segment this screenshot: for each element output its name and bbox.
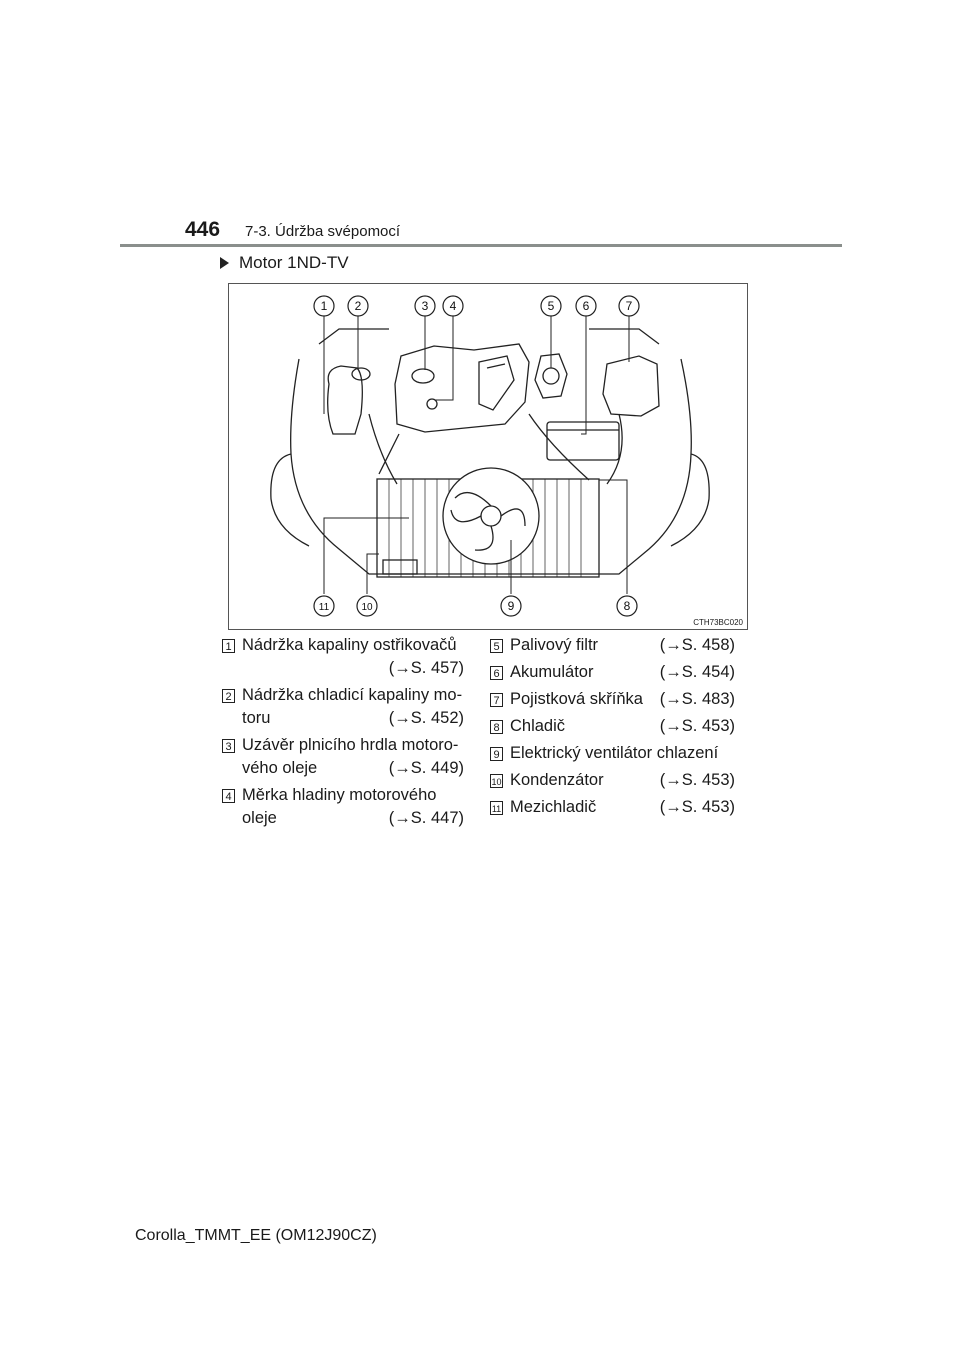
page-reference: (→S. 447) bbox=[388, 809, 464, 827]
figure-code: CTH73BC020 bbox=[693, 618, 743, 627]
callout-3: 3 bbox=[421, 299, 429, 313]
legend-text: vého oleje bbox=[242, 759, 318, 777]
legend-text: Mezichladič bbox=[510, 798, 597, 816]
callout-9: 9 bbox=[507, 599, 515, 613]
legend-item-8 bbox=[490, 715, 735, 738]
callout-7: 7 bbox=[625, 299, 633, 313]
legend-number: 1 bbox=[222, 639, 235, 653]
legend-number: 8 bbox=[490, 720, 503, 734]
legend-number: 11 bbox=[490, 801, 503, 815]
legend-text: oleje bbox=[242, 809, 277, 827]
legend-text: Nádržka chladicí kapaliny mo- bbox=[242, 686, 463, 704]
legend-text: Kondenzátor bbox=[510, 771, 604, 789]
triangle-bullet-icon bbox=[220, 257, 229, 269]
legend-number: 10 bbox=[490, 774, 503, 788]
legend-item-10 bbox=[490, 769, 735, 792]
page-reference: (→S. 452) bbox=[388, 709, 464, 727]
callout-6: 6 bbox=[582, 299, 590, 313]
legend-item-9 bbox=[490, 742, 735, 765]
callout-8: 8 bbox=[623, 599, 631, 613]
section-title: 7-3. Údržba svépomocí bbox=[245, 223, 401, 240]
legend-text: Akumulátor bbox=[510, 663, 594, 681]
page-reference: (→S. 458) bbox=[659, 636, 735, 654]
page-number: 446 bbox=[185, 218, 221, 241]
page-reference: (→S. 483) bbox=[659, 690, 735, 708]
legend-item-1 bbox=[222, 634, 464, 680]
engine-bay-figure bbox=[228, 283, 748, 630]
legend-left-column bbox=[222, 634, 464, 834]
page-reference: (→S. 453) bbox=[659, 771, 735, 789]
legend-item-6 bbox=[490, 661, 735, 684]
legend-number: 4 bbox=[222, 789, 235, 803]
legend-text: Elektrický ventilátor chlazení bbox=[510, 744, 719, 762]
callout-10: 10 bbox=[361, 602, 373, 613]
callout-4: 4 bbox=[449, 299, 457, 313]
page-header bbox=[0, 0, 960, 250]
page-reference: (→S. 453) bbox=[659, 717, 735, 735]
legend-item-7 bbox=[490, 688, 735, 711]
page-reference: (→S. 454) bbox=[659, 663, 735, 681]
callout-5: 5 bbox=[547, 299, 555, 313]
legend-text: Chladič bbox=[510, 717, 566, 735]
engine-bay-illustration bbox=[229, 284, 747, 629]
legend-text: toru bbox=[242, 709, 271, 727]
header-divider bbox=[120, 244, 842, 247]
legend-item-2 bbox=[222, 684, 464, 730]
engine-subheading bbox=[220, 253, 349, 273]
legend-item-3 bbox=[222, 734, 464, 780]
document-footer: Corolla_TMMT_EE (OM12J90CZ) bbox=[135, 1227, 377, 1244]
page-reference: (→S. 449) bbox=[388, 759, 464, 777]
page-reference: (→S. 453) bbox=[659, 798, 735, 816]
legend-item-11 bbox=[490, 796, 735, 819]
legend-number: 2 bbox=[222, 689, 235, 703]
legend-text: Měrka hladiny motorového bbox=[242, 786, 437, 804]
callout-11: 11 bbox=[318, 602, 330, 613]
legend-text: Uzávěr plnicího hrdla motoro- bbox=[242, 736, 459, 754]
page-reference: (→S. 457) bbox=[388, 659, 464, 677]
legend-number: 6 bbox=[490, 666, 503, 680]
engine-subheading-text: Motor 1ND-TV bbox=[239, 253, 349, 272]
legend-right-column bbox=[490, 634, 735, 823]
legend-item-5 bbox=[490, 634, 735, 657]
legend-number: 3 bbox=[222, 739, 235, 753]
callout-1: 1 bbox=[320, 299, 328, 313]
legend-text: Nádržka kapaliny ostřikovačů bbox=[242, 636, 457, 654]
legend-number: 5 bbox=[490, 639, 503, 653]
legend-text: Palivový filtr bbox=[510, 636, 599, 654]
callout-2: 2 bbox=[354, 299, 362, 313]
legend-number: 9 bbox=[490, 747, 503, 761]
legend-number: 7 bbox=[490, 693, 503, 707]
legend-item-4 bbox=[222, 784, 464, 830]
legend-text: Pojistková skříňka bbox=[510, 690, 643, 708]
